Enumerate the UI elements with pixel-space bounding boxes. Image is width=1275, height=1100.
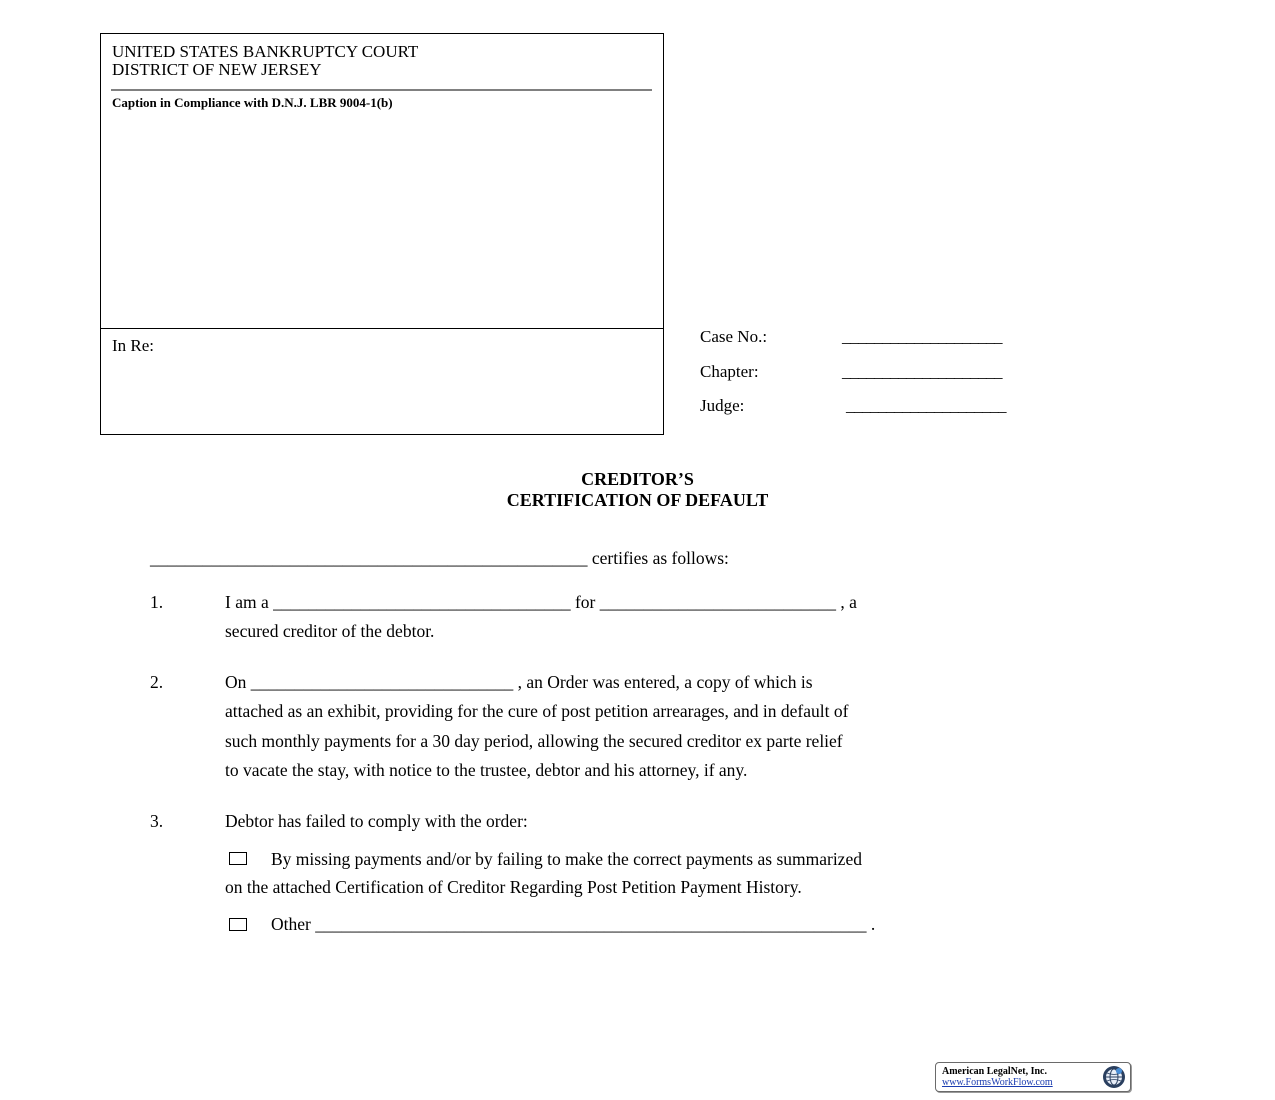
judge-label: Judge:	[700, 396, 745, 415]
court-district: DISTRICT OF NEW JERSEY	[112, 60, 322, 79]
in-re-box	[100, 327, 664, 435]
item-1-prefix: I am a	[225, 592, 269, 612]
chapter-label: Chapter:	[700, 362, 759, 381]
court-name: UNITED STATES BANKRUPTCY COURT	[112, 42, 419, 61]
certifies-text: certifies as follows:	[591, 548, 729, 568]
option-1-line2: on the attached Certification of Creditor Regarding Post Petition Payment History.	[225, 877, 802, 897]
case-no-label: Case No.:	[700, 327, 768, 346]
footer-badge	[935, 1062, 1131, 1092]
caption-box	[100, 33, 664, 329]
document-title-line1: CREDITOR’S	[581, 469, 694, 489]
caption-divider	[111, 89, 652, 91]
option-2-line	[271, 914, 875, 935]
item-2-line1	[225, 672, 813, 693]
item-2-line2: attached as an exhibit, providing for the cure of post petition arrearages, and in default of	[225, 701, 849, 721]
item-1-line1	[225, 592, 857, 613]
creditor-role-field[interactable]: __________________________________	[273, 592, 571, 612]
item-3-text: Debtor has failed to comply with the order:	[225, 811, 528, 831]
case-no-field[interactable]: ____________________	[842, 327, 1002, 346]
judge-field[interactable]: ____________________	[846, 396, 1006, 415]
globe-icon	[1102, 1065, 1126, 1089]
other-checkbox[interactable]	[229, 918, 247, 931]
certifier-name-field[interactable]: __________________________________________________	[150, 548, 588, 568]
missing-payments-checkbox[interactable]	[229, 852, 247, 865]
other-reason-field[interactable]: _______________________________________________________________	[315, 914, 867, 934]
footer-url-link[interactable]: www.FormsWorkFlow.com	[942, 1077, 1053, 1088]
item-2-line3: such monthly payments for a 30 day period, allowing the secured creditor ex parte relief	[225, 731, 843, 751]
item-1-for: for	[574, 592, 596, 612]
other-period: .	[870, 914, 876, 934]
option-1-line1: By missing payments and/or by failing to make the correct payments as summarized	[271, 849, 862, 869]
item-1-number: 1.	[150, 592, 164, 612]
certifier-line	[150, 548, 729, 569]
item-2-line4: to vacate the stay, with notice to the trustee, debtor and his attorney, if any.	[225, 760, 748, 780]
item-1-line2: secured creditor of the debtor.	[225, 621, 435, 641]
item-2-prefix: On	[225, 672, 247, 692]
item-1-suffix: , a	[840, 592, 857, 612]
compliance-note: Caption in Compliance with D.N.J. LBR 9004-1(b)	[112, 95, 393, 110]
footer-company: American LegalNet, Inc.	[942, 1066, 1047, 1077]
item-3-number: 3.	[150, 811, 164, 831]
document-title-line2: CERTIFICATION OF DEFAULT	[506, 490, 769, 510]
other-label: Other	[271, 914, 311, 934]
in-re-label: In Re:	[112, 336, 155, 355]
item-2-suffix: , an Order was entered, a copy of which is	[517, 672, 813, 692]
order-date-field[interactable]: ______________________________	[250, 672, 514, 692]
chapter-field[interactable]: ____________________	[842, 362, 1002, 381]
item-2-number: 2.	[150, 672, 164, 692]
creditor-name-field[interactable]: ___________________________	[599, 592, 837, 612]
